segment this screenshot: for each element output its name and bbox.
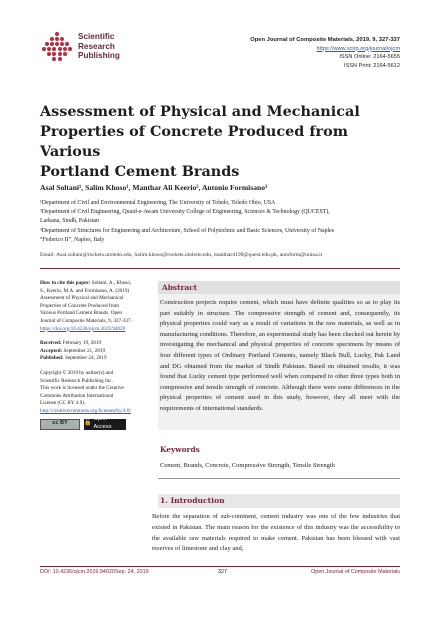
copyright-line: Copyright © 2019 by author(s) and	[40, 369, 114, 376]
abstract-heading: Abstract	[158, 281, 400, 294]
citation-line: Journal of Composite Materials, 9, 327-337.	[40, 317, 132, 324]
copyright-line: This work is licensed under the Creative	[40, 385, 124, 392]
open-access-label: Open Access	[93, 416, 112, 430]
published-value: September 24, 2019	[64, 355, 107, 362]
keywords-heading: Keywords	[160, 445, 200, 454]
affiliations	[40, 199, 410, 245]
received-date	[40, 340, 148, 348]
introduction-heading: 1. Introduction	[158, 494, 400, 508]
journal-name: Open Journal of Composite Materials, 2019, 9, 327-337	[250, 37, 400, 43]
title-line-3: Portland Cement Brands	[40, 163, 240, 180]
citation-line: Properties of Concrete Produced from	[40, 302, 119, 309]
license-badges	[40, 416, 148, 430]
copyright-line: Scientific Research Publishing Inc.	[40, 377, 113, 384]
copyright-line: License (CC BY 4.0).	[40, 400, 86, 407]
affiliation-line: ³Department of Structures for Engineering and Architecture, School of Polytechnic and Basic Sciences, University of Naples	[40, 227, 335, 234]
title-line-1: Assessment of Physical and Mechanical	[40, 103, 360, 120]
published-label: Published:	[40, 355, 64, 362]
keywords-divider	[158, 478, 400, 479]
publisher-name-line3: Publishing	[78, 51, 120, 61]
title-line-2: Properties of Concrete Produced from Various	[40, 123, 348, 160]
received-value: February 19, 2019	[62, 340, 102, 347]
accepted-value: September 21, 2019	[63, 347, 106, 354]
citation-line: Soltani, A., Khoso,	[91, 280, 132, 286]
paper-title	[40, 102, 400, 182]
copyright-line: Commons Attribution International	[40, 392, 114, 399]
footer-date: Sep. 24, 2019	[115, 569, 149, 575]
open-access-badge[interactable]	[84, 416, 126, 430]
keywords-text: Cement, Brands, Concrete, Compressive Strength, Tensile Strength	[160, 462, 335, 469]
accepted-date	[40, 348, 148, 356]
dates	[40, 340, 148, 363]
how-to-cite-label: How to cite this paper:	[40, 280, 91, 286]
affiliation-line: “Federico II”, Naples, Italy	[40, 236, 105, 243]
page-footer	[40, 569, 400, 579]
affiliation-line: ¹Department of Civil and Environmental Engineering, The University of Toledo, Toledo Ohio, USA	[40, 200, 276, 206]
affiliation-line: ²Department of Civil Engineering, Quaid-e-Awam University College of Engineering, Sciences & Technology (QUCEST),	[40, 209, 330, 216]
affiliation-line: Larkana, Sindh, Pakistan	[40, 218, 99, 225]
footer-divider	[40, 566, 400, 567]
citation-line: S., Keerio, M.A. and Formisano, A. (2019)	[40, 287, 130, 294]
author-emails: Email: Asal.soltani@rockets.utoledo.edu, Salim.khoso@rockets.utoledo.edu, manthar4199@quest.edu.pk, antoform@unina.it	[40, 252, 323, 258]
published-date	[40, 355, 148, 363]
citation-doi-link[interactable]: https://doi.org/10.4236/ojcm.2019.94020	[40, 325, 126, 332]
open-lock-icon: 🔓	[84, 420, 92, 427]
abstract-text: Construction projects require cement, which must have definite qualities so as to play its part suitably in structure. The compressive strength of cement and, consequently, its physical properties could vary as a result of variations in the raw materials, as well as in manufacturing conditions. Therefore, an experimental study has been checked out herein by investigating the mechanical and physical properties of concrete specimens by means of four different types of Ordinary Portland Cements, namely Black Bull, Lucky, Pak Land and DG obtained from the market of Sindh Pakistan. Based on obtained results, it was found that Lucky cement type performed well when compared to other three types both in compressive and tensile strength of concrete. Although there were some differences in the physical properties of cement used in this study, however, they all meet with the requirements of international standards.	[160, 299, 400, 412]
publisher-name-line2: Research	[78, 41, 115, 51]
publisher-name-line1: Scientific	[78, 32, 115, 41]
issn-online: ISSN Online: 2164-5655	[339, 54, 400, 61]
page-number: 327	[218, 569, 227, 575]
journal-url-link[interactable]: https://www.scirp.org/journal/ojcm	[316, 45, 400, 52]
citation-line: Various Portland Cement Brands. Open	[40, 310, 122, 317]
citation-line: Assessment of Physical and Mechanical	[40, 295, 124, 302]
copyright	[40, 370, 148, 416]
footer-journal-name: Open Journal of Composite Materials	[311, 569, 400, 575]
received-label: Received:	[40, 340, 62, 347]
author-list: Asal Soltani¹, Salim Khoso¹, Manthar Ali Keerio², Antonio Formisano³	[40, 183, 268, 192]
issn-print: ISSN Print: 2164-5612	[344, 62, 400, 69]
how-to-cite	[40, 280, 148, 333]
cc-by-badge[interactable]: cc BY	[40, 419, 80, 430]
header-divider	[40, 268, 400, 269]
citation-sidebar	[40, 280, 148, 430]
introduction-text: Before the separation of sub-continent, cement industry was one of the few industries that existed in Pakistan. The main reason for the existence of this industry was the accessibility to the available raw materials required to make cement. Pakistan has been blessed with vast reserves of limestone and clay and,	[152, 513, 400, 553]
footer-doi: DOI: 10.4236/ojcm.2019.94020	[40, 569, 115, 575]
publisher-logo	[40, 30, 170, 70]
scirp-logo-icon	[40, 30, 74, 64]
journal-info	[250, 36, 400, 70]
license-link[interactable]: http://creativecommons.org/licenses/by/4.0/	[40, 407, 131, 414]
publisher-name	[78, 32, 120, 61]
accepted-label: Accepted:	[40, 347, 63, 354]
